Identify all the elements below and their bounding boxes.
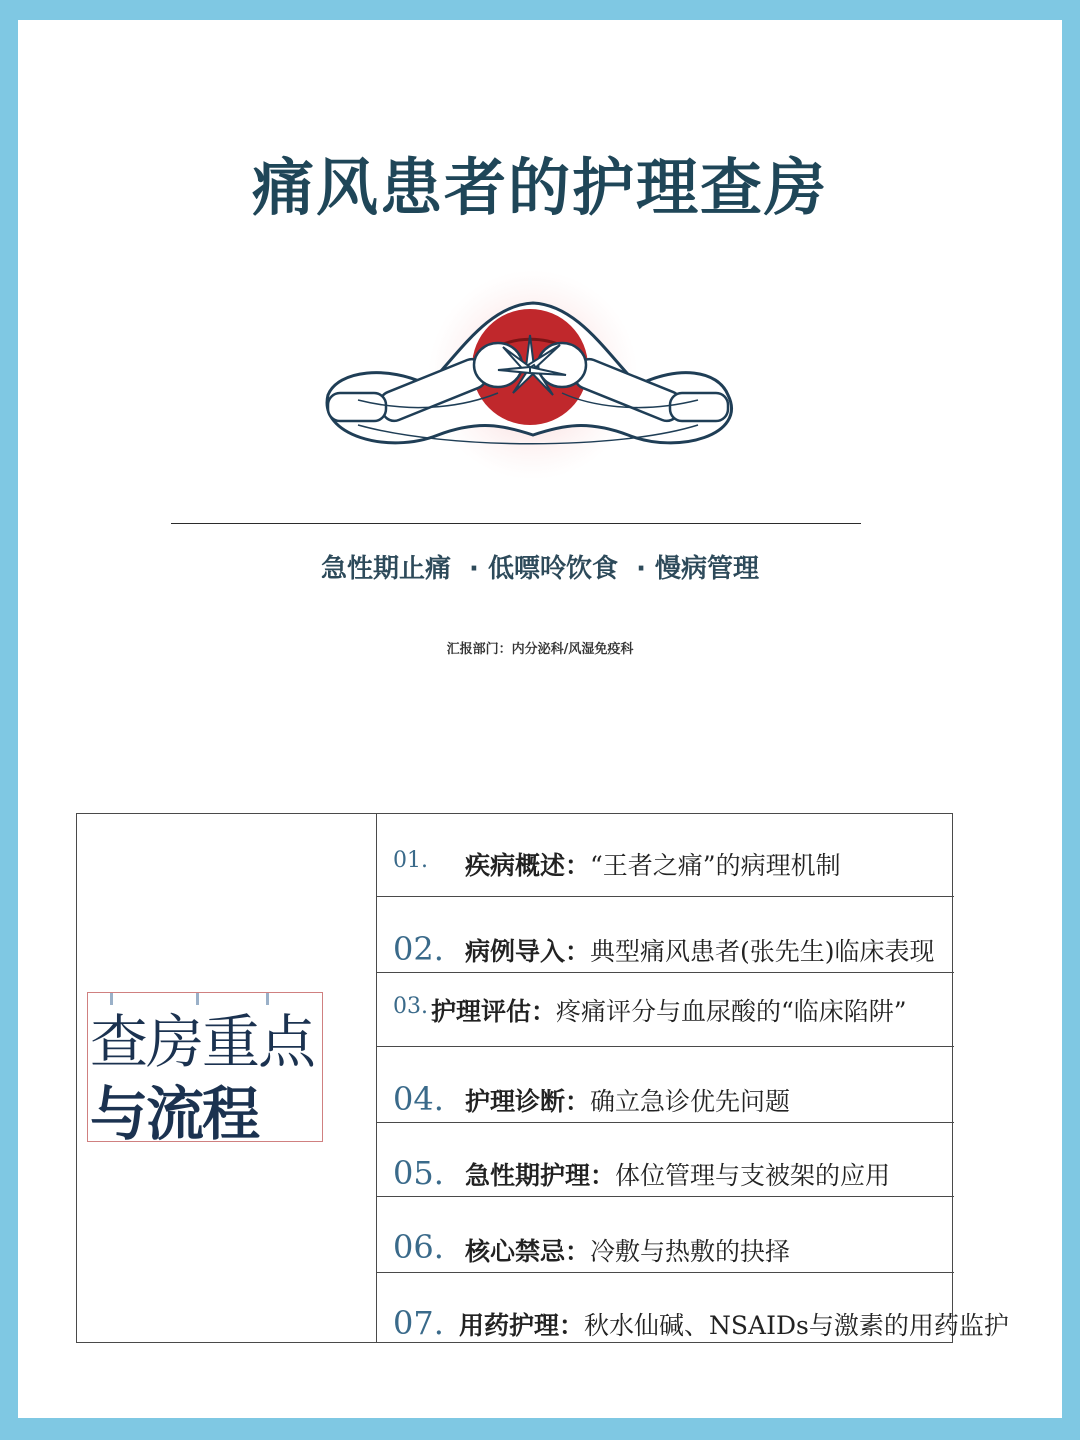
contents-heading-line2: 与流程 (90, 1080, 259, 1148)
contents-heading (87, 992, 323, 1148)
item-label: 核心禁忌： (465, 1237, 591, 1266)
page-title: 痛风患者的护理查房 (251, 151, 828, 224)
department-label: 汇报部门：内分泌科/风湿免疫科 (446, 642, 634, 657)
item-text (465, 1082, 790, 1118)
item-text (465, 1232, 790, 1268)
item-text (465, 1156, 890, 1192)
contents-item-06 (377, 1196, 954, 1272)
item-description: 体位管理与支被架的应用 (615, 1161, 891, 1190)
item-text (465, 932, 935, 968)
item-label: 急性期护理： (465, 1161, 616, 1190)
contents-item-03 (377, 972, 954, 1046)
item-number: 01. (393, 848, 428, 873)
contents-item-07 (377, 1272, 1009, 1342)
item-number: 03. (393, 994, 428, 1019)
report-page (18, 20, 1062, 1418)
contents-heading-cell (77, 814, 377, 1342)
item-description: 冷敷与热敷的抉择 (590, 1237, 791, 1266)
item-description: 典型痛风患者(张先生)临床表现 (590, 937, 935, 966)
item-description: 秋水仙碱、NSAIDs与激素的用药监护 (584, 1311, 1009, 1340)
item-number: 04. (393, 1080, 444, 1118)
item-label: 用药护理： (459, 1311, 585, 1340)
item-number: 06. (393, 1228, 444, 1266)
item-number: 02. (393, 930, 444, 968)
contents-item-05 (377, 1122, 954, 1196)
item-description: 确立急诊优先问题 (590, 1087, 791, 1116)
contents-heading-line1: 查房重点 (90, 1008, 315, 1076)
item-label: 疾病概述： (465, 851, 591, 880)
item-text (465, 846, 841, 882)
contents-item-01 (377, 814, 954, 896)
item-description: 疼痛评分与血尿酸的“临床陷阱” (556, 997, 907, 1026)
subtitle: 急性期止痛 · 低嘌呤饮食 · 慢病管理 (320, 554, 760, 584)
item-label: 病例导入： (465, 937, 591, 966)
contents-item-04 (377, 1046, 954, 1122)
divider-line (171, 523, 861, 524)
gout-joint-illustration (298, 275, 758, 475)
item-number: 07. (393, 1304, 444, 1342)
contents-table (76, 813, 1009, 1343)
item-text (431, 992, 907, 1028)
item-number: 05. (393, 1154, 444, 1192)
item-description: “王者之痛”的病理机制 (590, 851, 841, 880)
item-label: 护理评估： (431, 997, 557, 1026)
item-label: 护理诊断： (465, 1087, 591, 1116)
item-text (459, 1306, 1009, 1342)
contents-item-02 (377, 896, 954, 972)
